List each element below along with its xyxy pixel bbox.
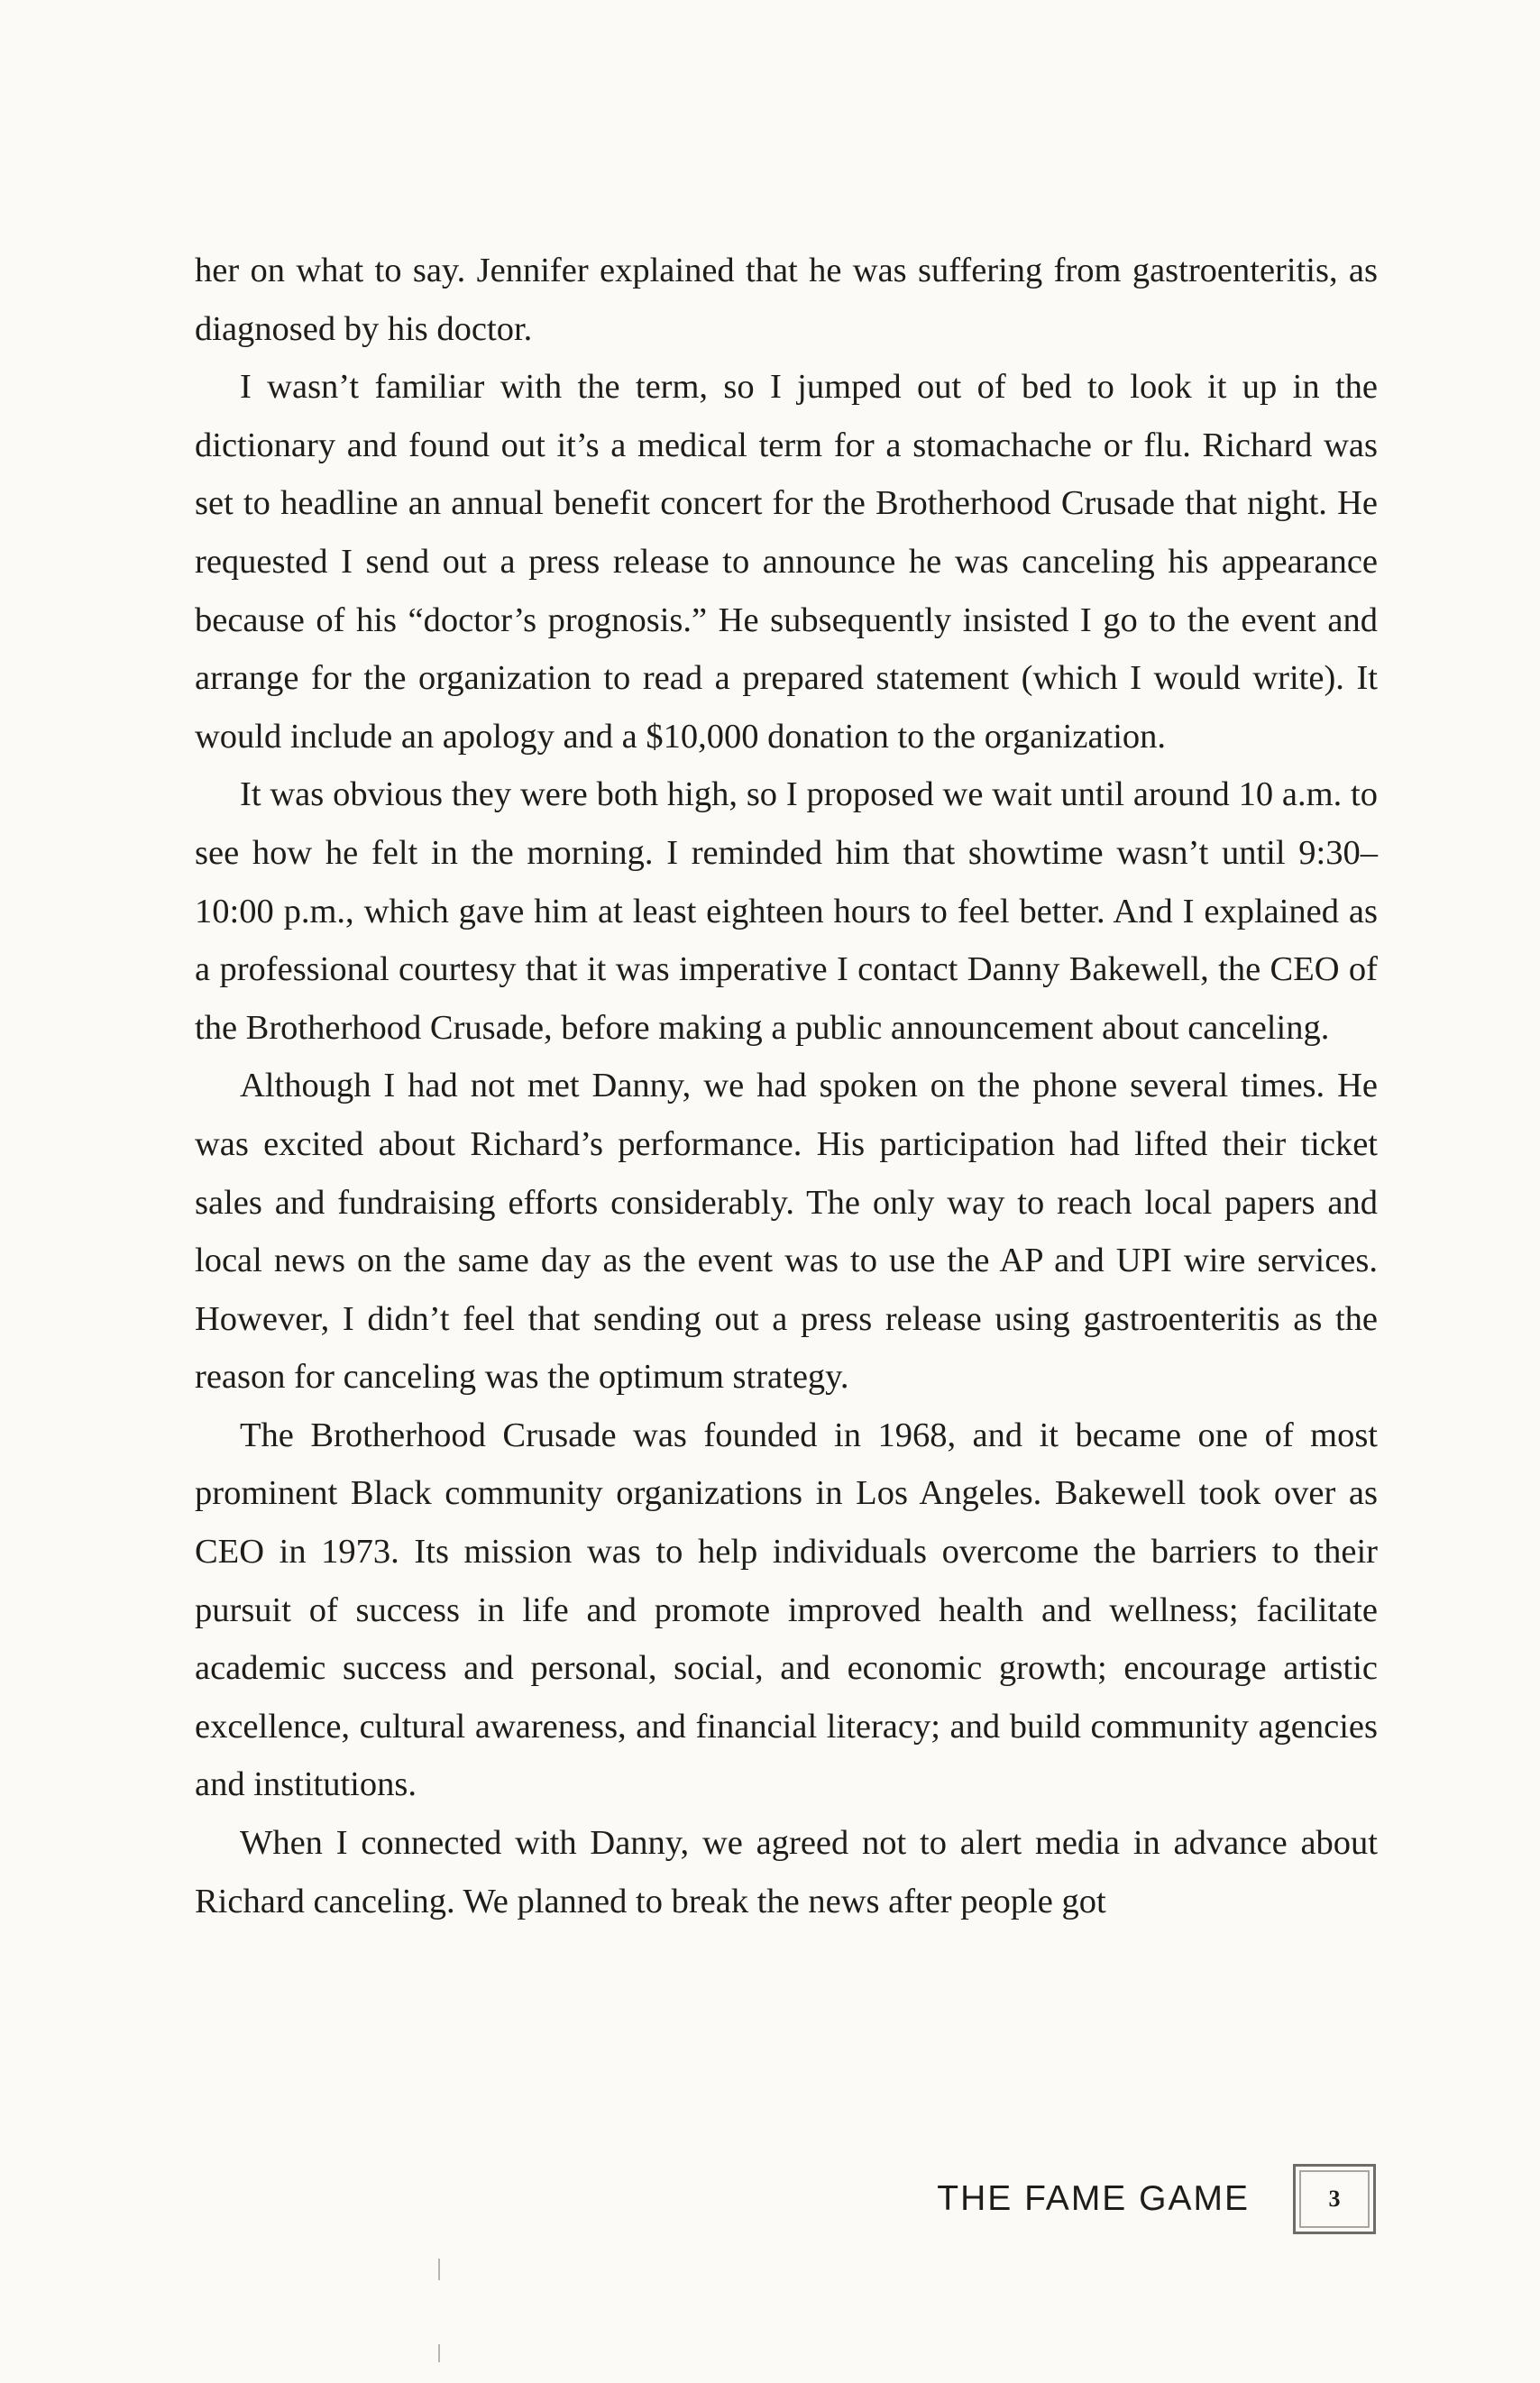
- scan-artifact-line: [438, 2344, 440, 2362]
- running-head: THE FAME GAME: [937, 2179, 1250, 2218]
- paragraph-3: It was obvious they were both high, so I proposed we wait until around 10 a.m. to see how he felt in the morning. I reminded him that showtime wasn’t until 9:30–10:00 p.m., which gave him at least eighteen hours to feel better. And I explained as a professional courtesy that it was imperative I contact Danny Bakewell, the CEO of the Brotherhood Crusade, before making a public announcement about canceling.: [195, 775, 1378, 1047]
- paragraph-2: I wasn’t familiar with the term, so I jumped out of bed to look it up in the dictionary and found out it’s a medical term for a stomachache or flu. Richard was set to headline an annual benefit concert for the Brotherhood Crusade that night. He requested I send out a press release to announce he was canceling his appearance because of his “doctor’s prognosis.” He subsequently insisted I go to the event and arrange for the organization to read a prepared statement (which I would write). It would include an apology and a $10,000 donation to the organization.: [195, 368, 1378, 756]
- paragraph-4: Although I had not met Danny, we had spoken on the phone several times. He was excited about Richard’s performance. His participation had lifted their ticket sales and fundraising efforts considerably. The only way to reach local papers and local news on the same day as the event was to use the AP and UPI wire services. However, I didn’t feel that sending out a press release using gastroenteritis as the reason for canceling was the optimum strategy.: [195, 1067, 1378, 1397]
- paragraph-5: The Brotherhood Crusade was founded in 1968, and it became one of most prominent Black community organizations in Los Angeles. Bakewell took over as CEO in 1973. Its mission was to help individuals overcome the barriers to their pursuit of success in life and promote improved health and wellness; facilitate academic success and personal, social, and economic growth; encourage artistic excellence, cultural awareness, and financial literacy; and build community agencies and institutions.: [195, 1416, 1378, 1804]
- page-footer: [937, 2164, 1376, 2234]
- page-number-box: [1293, 2164, 1376, 2234]
- paragraph-1: her on what to say. Jennifer explained that he was suffering from gastroenteritis, as diagnosed by his doctor.: [195, 252, 1378, 348]
- page-number: 3: [1328, 2186, 1341, 2212]
- scan-artifact-line: [438, 2259, 440, 2280]
- paragraph-6: When I connected with Danny, we agreed not to alert media in advance about Richard canceling. We planned to break the news after people got: [195, 1824, 1378, 1920]
- body-text: [195, 242, 1378, 1930]
